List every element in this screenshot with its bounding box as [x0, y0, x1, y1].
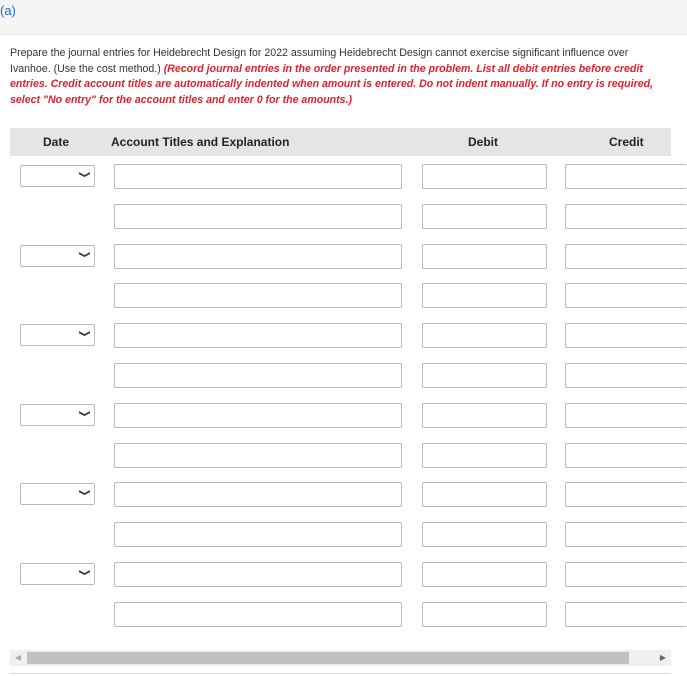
- chevron-down-icon[interactable]: ❯: [77, 409, 90, 418]
- credit-input[interactable]: [565, 522, 687, 547]
- journal-row: [0, 602, 687, 628]
- instructions-note: (Record journal entries in the order presented in the problem. List all debit entries before credit entries. Credit account titles are automatically indented when amount is entered. Do not indent manually. If no entry is required, select "No entry" for the account titles and enter 0 for the amounts.): [10, 62, 654, 106]
- account-title-input[interactable]: [114, 244, 402, 269]
- instructions: [10, 46, 670, 108]
- debit-input[interactable]: [422, 403, 547, 428]
- account-title-input[interactable]: [114, 562, 402, 587]
- horizontal-scrollbar[interactable]: [10, 650, 671, 666]
- journal-row: [0, 403, 687, 429]
- account-title-input[interactable]: [114, 403, 402, 428]
- account-title-input[interactable]: [114, 283, 402, 308]
- part-header-bar: [0, 0, 687, 35]
- date-dropdown[interactable]: [20, 245, 95, 267]
- credit-input[interactable]: [565, 403, 687, 428]
- account-title-input[interactable]: [114, 522, 402, 547]
- account-title-input[interactable]: [114, 363, 402, 388]
- journal-row: [0, 443, 687, 469]
- scrollbar-thumb[interactable]: [27, 652, 629, 664]
- credit-input[interactable]: [565, 363, 687, 388]
- debit-input[interactable]: [422, 204, 547, 229]
- account-title-input[interactable]: [114, 204, 402, 229]
- debit-input[interactable]: [422, 562, 547, 587]
- journal-row: [0, 283, 687, 309]
- date-dropdown[interactable]: [20, 165, 95, 187]
- chevron-down-icon[interactable]: ❯: [77, 250, 90, 259]
- account-title-input[interactable]: [114, 482, 402, 507]
- journal-row: [0, 363, 687, 389]
- header-date: Date: [43, 135, 70, 149]
- credit-input[interactable]: [565, 482, 687, 507]
- credit-input[interactable]: [565, 323, 687, 348]
- date-dropdown[interactable]: [20, 563, 95, 585]
- credit-input[interactable]: [565, 204, 687, 229]
- chevron-down-icon[interactable]: ❯: [77, 488, 90, 497]
- part-label[interactable]: (a): [0, 3, 16, 18]
- credit-input[interactable]: [565, 562, 687, 587]
- chevron-down-icon[interactable]: ❯: [77, 568, 90, 577]
- debit-input[interactable]: [422, 363, 547, 388]
- scroll-left-arrow-icon[interactable]: ◀: [14, 653, 22, 662]
- chevron-down-icon[interactable]: ❯: [77, 170, 90, 179]
- scroll-right-arrow-icon[interactable]: ▶: [659, 653, 667, 662]
- debit-input[interactable]: [422, 443, 547, 468]
- journal-row: [0, 204, 687, 230]
- credit-input[interactable]: [565, 244, 687, 269]
- debit-input[interactable]: [422, 283, 547, 308]
- debit-input[interactable]: [422, 522, 547, 547]
- debit-input[interactable]: [422, 602, 547, 627]
- date-dropdown[interactable]: [20, 483, 95, 505]
- divider: [10, 673, 671, 674]
- debit-input[interactable]: [422, 323, 547, 348]
- credit-input[interactable]: [565, 602, 687, 627]
- journal-row: [0, 244, 687, 270]
- account-title-input[interactable]: [114, 443, 402, 468]
- journal-row: [0, 522, 687, 548]
- debit-input[interactable]: [422, 482, 547, 507]
- header-credit: Credit: [609, 135, 644, 149]
- debit-input[interactable]: [422, 164, 547, 189]
- instructions-main: Prepare the journal entries for Heidebrecht Design for 2022 assuming Heidebrecht Design cannot exercise significant influence over Ivanhoe. (Use the cost method.): [10, 47, 629, 75]
- debit-input[interactable]: [422, 244, 547, 269]
- credit-input[interactable]: [565, 164, 687, 189]
- account-title-input[interactable]: [114, 323, 402, 348]
- credit-input[interactable]: [565, 443, 687, 468]
- header-debit: Debit: [468, 135, 498, 149]
- credit-input[interactable]: [565, 283, 687, 308]
- chevron-down-icon[interactable]: ❯: [77, 329, 90, 338]
- journal-row: [0, 562, 687, 588]
- header-account-titles: Account Titles and Explanation: [111, 135, 290, 149]
- journal-table-header: [10, 128, 671, 156]
- journal-row: [0, 164, 687, 190]
- journal-row: [0, 482, 687, 508]
- date-dropdown[interactable]: [20, 324, 95, 346]
- account-title-input[interactable]: [114, 602, 402, 627]
- account-title-input[interactable]: [114, 164, 402, 189]
- journal-row: [0, 323, 687, 349]
- date-dropdown[interactable]: [20, 404, 95, 426]
